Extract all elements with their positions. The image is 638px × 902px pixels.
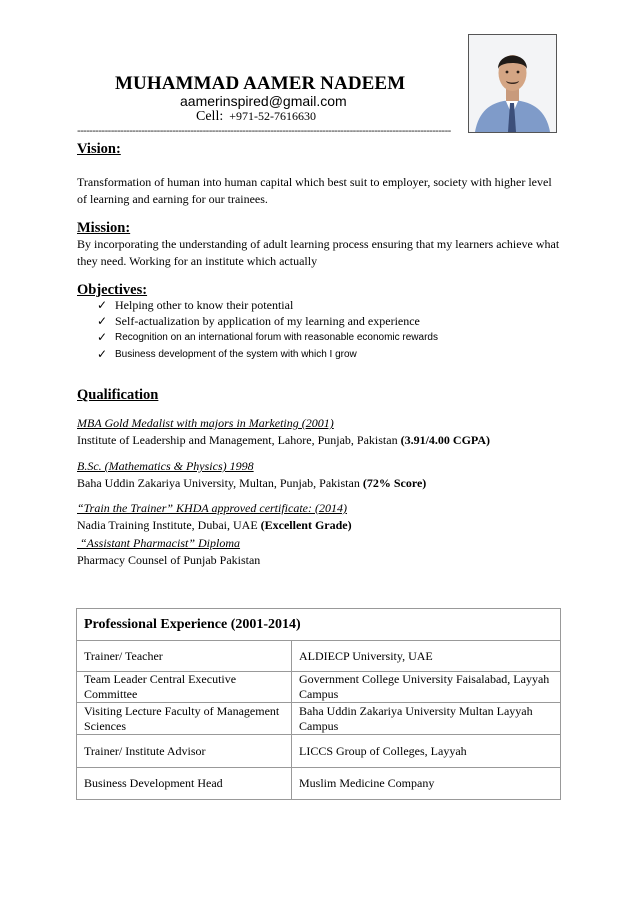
experience-org: ALDIECP University, UAE: [292, 641, 561, 672]
table-row: [77, 672, 561, 703]
experience-role: Trainer/ Teacher: [77, 641, 292, 672]
objectives-list: [97, 297, 438, 362]
experience-org: Government College University Faisalabad, Layyah Campus: [292, 672, 561, 703]
qualification-institute: Nadia Training Institute, Dubai, UAE (Excellent Grade): [77, 518, 352, 532]
table-row: [77, 703, 561, 735]
experience-org: LICCS Group of Colleges, Layyah: [292, 735, 561, 768]
experience-role: Trainer/ Institute Advisor: [77, 735, 292, 768]
objective-text: Self-actualization by application of my learning and experience: [115, 313, 420, 328]
qualification-title: “Assistant Pharmacist” Diploma: [77, 536, 241, 550]
qualification-institute: Institute of Leadership and Management, Lahore, Punjab, Pakistan (3.91/4.00 CGPA): [77, 433, 491, 447]
experience-heading: Professional Experience (2001-2014): [77, 609, 561, 641]
experience-role: Business Development Head: [77, 768, 292, 800]
resume-name: MUHAMMAD AAMER NADEEM: [115, 73, 406, 94]
email-address: aamerinspired@gmail.com: [180, 93, 347, 109]
qualification-title: B.Sc. (Mathematics & Physics) 1998: [77, 459, 254, 473]
qualification-entry: [77, 535, 260, 569]
table-row: [77, 768, 561, 800]
qualification-entry: [77, 500, 352, 534]
experience-table: [76, 608, 561, 800]
objective-text: Business development of the system with which I grow: [115, 348, 357, 360]
mission-heading: Mission:: [77, 220, 131, 236]
check-icon: ✓: [97, 314, 108, 328]
qualification-title: MBA Gold Medalist with majors in Marketing (2001): [77, 416, 334, 430]
qualification-institute: Pharmacy Counsel of Punjab Pakistan: [77, 553, 261, 567]
mission-text: By incorporating the understanding of adult learning process ensuring that my learners achieve what they need. Working for an institute which actually: [77, 237, 560, 268]
experience-role: Visiting Lecture Faculty of Management Sciences: [77, 703, 292, 735]
profile-photo-portrait: [469, 35, 556, 132]
qualification-entry: [77, 458, 426, 492]
profile-photo: [468, 34, 557, 133]
experience-role: Team Leader Central Executive Committee: [77, 672, 292, 703]
qualification-heading: Qualification: [77, 387, 159, 403]
check-icon: ✓: [97, 298, 108, 312]
cell-value: +971-52-7616630: [229, 109, 316, 123]
header-separator: --------------------------------------------------------------------------------------------------------------------------: [77, 125, 451, 137]
vision-text: Transformation of human into human capital which best suit to employer, society with higher level of learning and earning for our trainees.: [77, 175, 552, 206]
objective-text: Recognition on an international forum with reasonable economic rewards: [115, 331, 438, 343]
qualification-institute: Baha Uddin Zakariya University, Multan, Punjab, Pakistan (72% Score): [77, 476, 427, 490]
list-item: [97, 297, 438, 313]
check-icon: ✓: [97, 347, 108, 361]
cell-label: Cell:: [196, 109, 224, 124]
qualification-title: “Train the Trainer” KHDA approved certificate: (2014): [77, 501, 347, 515]
cell-number: [196, 109, 316, 125]
check-icon: ✓: [97, 330, 108, 344]
qualification-entry: [77, 415, 490, 449]
list-item: [97, 329, 438, 345]
vision-heading: Vision:: [77, 141, 121, 157]
table-row: [77, 735, 561, 768]
list-item: [97, 313, 438, 329]
list-item: [97, 346, 438, 362]
table-row: [77, 641, 561, 672]
objectives-heading: Objectives:: [77, 282, 148, 298]
experience-org: Baha Uddin Zakariya University Multan Layyah Campus: [292, 703, 561, 735]
experience-org: Muslim Medicine Company: [292, 768, 561, 800]
objective-text: Helping other to know their potential: [115, 297, 294, 312]
